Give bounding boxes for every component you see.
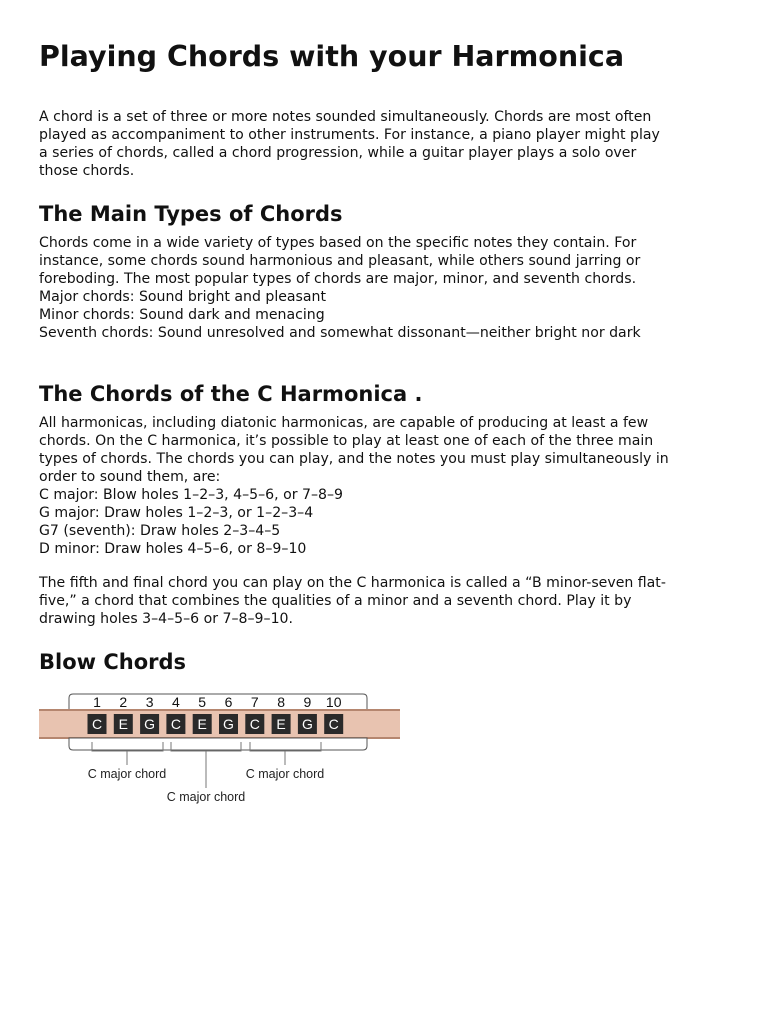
text-line: Chords come in a wide variety of types based on the specific notes they contain. For (39, 235, 637, 251)
text-line: Minor chords: Sound dark and menacing (39, 307, 325, 323)
hole-number: 1 (93, 694, 101, 710)
text-line: types of chords. The chords you can play, and the notes you must play simultaneously in (39, 451, 669, 467)
chord-types-paragraph (39, 234, 641, 342)
closing-paragraph (39, 574, 666, 628)
label-c-major-right: C major chord (245, 767, 325, 781)
label-c-major-middle: C major chord (166, 790, 246, 804)
harmonica-blow-chords-diagram (39, 692, 401, 808)
hole-note: G (144, 716, 156, 732)
hole-number: 2 (119, 694, 128, 710)
text-line: drawing holes 3–4–5–6 or 7–8–9–10. (39, 611, 293, 627)
hole-note: C (249, 716, 260, 732)
text-line: five,” a chord that combines the qualities of a minor and a seventh chord. Play it by (39, 593, 632, 609)
section-heading-blow-chords: Blow Chords (39, 650, 187, 674)
text-line: played as accompaniment to other instruments. For instance, a piano player might play (39, 127, 660, 143)
hole-number: 8 (277, 694, 285, 710)
text-line: chords. On the C harmonica, it’s possible to play at least one of each of the three main (39, 433, 654, 449)
text-line: D minor: Draw holes 4–5–6, or 8–9–10 (39, 541, 307, 557)
hole-number: 5 (198, 694, 207, 710)
hole-number: 3 (145, 694, 154, 710)
top-cover-plate (69, 694, 367, 710)
text-line: Seventh chords: Sound unresolved and somewhat dissonant—neither bright nor dark (39, 325, 641, 341)
hole-note: E (118, 716, 128, 732)
hole-note: C (328, 716, 339, 732)
text-line: G7 (seventh): Draw holes 2–3–4–5 (39, 523, 281, 539)
text-line: C major: Blow holes 1–2–3, 4–5–6, or 7–8–9 (39, 487, 343, 503)
hole-number: 7 (250, 694, 259, 710)
section-heading-c-harmonica: The Chords of the C Harmonica . (39, 382, 423, 406)
c-harmonica-paragraph (39, 414, 669, 558)
text-line: G major: Draw holes 1–2–3, or 1–2–3–4 (39, 505, 314, 521)
text-line: a series of chords, called a chord progression, while a guitar player plays a solo over (39, 145, 637, 161)
intro-paragraph (39, 108, 660, 180)
page-title: Playing Chords with your Harmonica (39, 40, 625, 73)
text-line: order to sound them, are: (39, 469, 221, 485)
section-heading-chord-types: The Main Types of Chords (39, 202, 343, 226)
hole-note: C (91, 716, 103, 732)
hole-note: G (223, 716, 234, 732)
text-line: All harmonicas, including diatonic harmonicas, are capable of producing at least a few (39, 415, 649, 431)
hole-note: E (197, 716, 207, 732)
hole-number: 9 (303, 694, 312, 710)
hole-number: 10 (325, 694, 342, 710)
hole-number: 4 (172, 694, 180, 710)
text-line: instance, some chords sound harmonious and pleasant, while others sound jarring or (39, 253, 641, 269)
hole-note: C (170, 716, 181, 732)
text-line: foreboding. The most popular types of chords are major, minor, and seventh chords. (39, 271, 637, 287)
text-line: The fifth and final chord you can play on the C harmonica is called a “B minor-seven flat- (39, 575, 666, 591)
hole-note: E (276, 716, 286, 732)
hole-note: G (301, 716, 313, 732)
text-line: those chords. (39, 163, 135, 179)
label-c-major-left: C major chord (87, 767, 167, 781)
bottom-cover-plate (69, 738, 367, 750)
text-line: A chord is a set of three or more notes sounded simultaneously. Chords are most often (39, 109, 652, 125)
hole-number: 6 (224, 694, 233, 710)
text-line: Major chords: Sound bright and pleasant (39, 289, 326, 305)
